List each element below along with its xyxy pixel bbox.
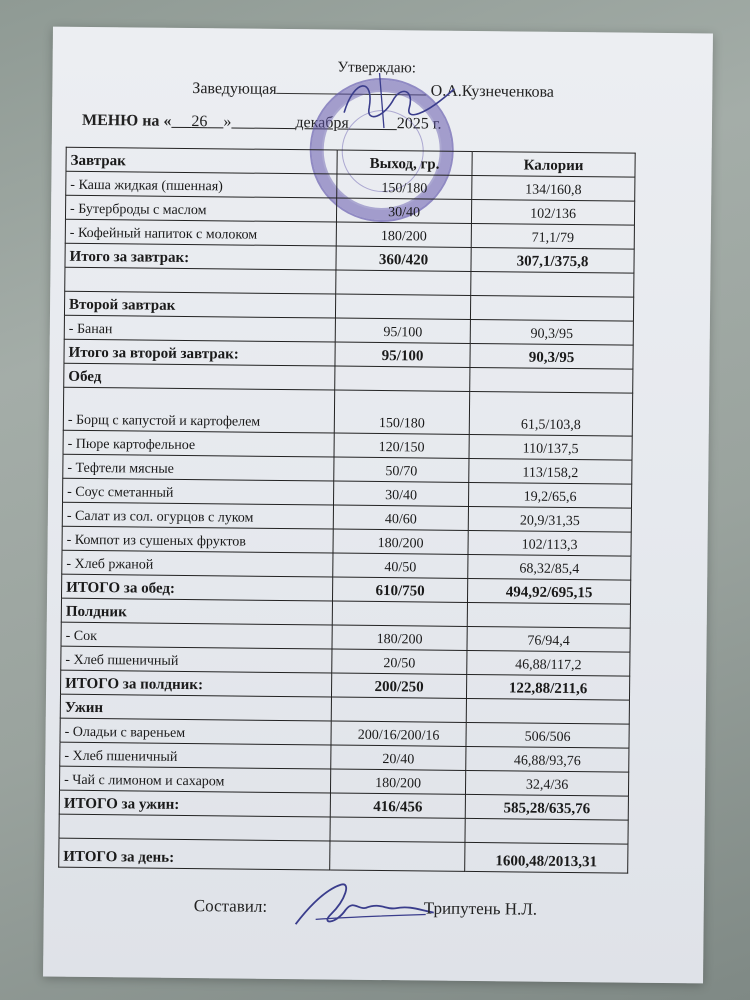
dish-cell [65,267,336,294]
dish-cell: Полдник [61,598,332,625]
output-cell: 95/100 [335,318,470,343]
calories-cell [467,602,630,628]
calories-cell: 19,2/65,6 [468,482,631,508]
menu-sheet [43,27,713,984]
head-title: Заведующая [192,80,277,98]
dish-cell: - Чай с лимоном и сахаром [59,766,330,793]
calories-cell: 1600,48/2013,31 [465,842,628,873]
head-name: О.А.Кузнеченкова [430,82,555,101]
dish-cell: - Бутерброды с маслом [65,195,336,222]
dish-cell: - Салат из сол. огурцов с луком [62,502,333,529]
output-cell: 180/200 [333,529,468,554]
output-cell: 610/750 [332,577,467,602]
output-cell: 150/180 [337,174,472,199]
dish-cell: - Оладьи с вареньем [60,718,331,745]
calories-cell: 90,3/95 [470,319,633,345]
calories-cell [470,367,633,393]
output-cell: 180/200 [330,769,465,794]
calories-cell: 134/160,8 [472,175,635,201]
calories-cell: 46,88/117,2 [467,650,630,676]
calories-cell [466,698,629,724]
dish-cell: ИТОГО за день: [59,838,330,870]
calories-cell: 585,28/635,76 [465,794,628,820]
dish-cell: - Хлеб пшеничный [60,742,331,769]
menu-day: 26 [191,113,208,131]
dish-cell: Итого за второй завтрак: [64,339,335,366]
calories-cell: 110/137,5 [469,434,632,460]
dish-cell: Ужин [60,694,331,721]
approval-signature [324,67,465,138]
output-cell [336,270,471,295]
output-cell [330,817,465,842]
output-cell: 30/40 [336,198,471,223]
column-header: Выход, гр. [337,150,472,175]
output-cell: 200/16/200/16 [331,721,466,746]
calories-cell [471,271,634,297]
dish-cell: ИТОГО за ужин: [59,790,330,817]
dish-cell: - Соус сметанный [63,478,334,505]
menu-table [58,147,636,874]
calories-cell: 102/136 [471,199,634,225]
menu-year: 2025 г. [396,115,442,133]
calories-cell: 113/158,2 [469,458,632,484]
dish-cell: - Каша жидкая (пшенная) [66,171,337,198]
output-cell [335,366,470,391]
output-cell [332,601,467,626]
output-cell: 180/200 [332,625,467,650]
calories-cell: 32,4/36 [465,770,628,796]
output-cell: 30/40 [333,481,468,506]
dish-cell: Обед [64,363,335,390]
dish-cell: - Хлеб пшеничный [61,646,332,673]
output-cell: 40/50 [333,553,468,578]
menu-month: декабря [295,114,349,132]
column-header: Завтрак [66,147,337,174]
output-cell: 95/100 [335,342,470,367]
menu-quote: » [223,113,232,131]
output-cell [331,697,466,722]
output-cell [335,294,470,319]
calories-cell: 90,3/95 [470,343,633,369]
calories-cell: 20,9/31,35 [468,506,631,532]
dish-cell: Второй завтрак [64,291,335,318]
output-cell: 200/250 [331,673,466,698]
dish-cell: - Пюре картофельное [63,430,334,457]
output-cell: 416/456 [330,793,465,818]
compiled-name: Трипутень Н.Л. [423,898,538,919]
output-cell: 150/180 [334,390,469,434]
calories-cell: 61,5/103,8 [469,391,632,436]
output-cell [330,841,465,871]
output-cell: 40/60 [333,505,468,530]
calories-cell: 46,88/93,76 [466,746,629,772]
compiler-signature [285,869,436,941]
calories-cell: 122,88/211,6 [466,674,629,700]
compiled-label: Составил: [193,896,268,916]
calories-cell [465,818,628,844]
dish-cell: - Компот из сушеных фруктов [62,526,333,553]
dish-cell [59,814,330,841]
calories-cell: 76/94,4 [467,626,630,652]
output-cell: 360/420 [336,246,471,271]
dish-cell: - Борщ с капустой и картофелем [63,387,334,433]
calories-cell: 494,92/695,15 [467,578,630,604]
dish-cell: ИТОГО за полдник: [61,670,332,697]
dish-cell: - Кофейный напиток с молоком [65,219,336,246]
output-cell: 20/50 [332,649,467,674]
approve-label: Утверждаю: [337,59,417,77]
dish-cell: - Тефтели мясные [63,454,334,481]
output-cell: 180/200 [336,222,471,247]
dish-cell: Итого за завтрак: [65,243,336,270]
table-row [63,387,632,436]
dish-cell: ИТОГО за обед: [62,574,333,601]
calories-cell: 506/506 [466,722,629,748]
dish-cell: - Банан [64,315,335,342]
calories-cell: 71,1/79 [471,223,634,249]
column-header: Калории [472,151,635,177]
menu-label: МЕНЮ на « [81,111,172,130]
dish-cell: - Хлеб ржаной [62,550,333,577]
calories-cell [470,295,633,321]
output-cell: 50/70 [334,457,469,482]
calories-cell: 68,32/85,4 [468,554,631,580]
output-cell: 120/150 [334,433,469,458]
calories-cell: 102/113,3 [468,530,631,556]
total-row [59,838,628,873]
calories-cell: 307,1/375,8 [471,247,634,273]
output-cell: 20/40 [331,745,466,770]
dish-cell: - Сок [61,622,332,649]
